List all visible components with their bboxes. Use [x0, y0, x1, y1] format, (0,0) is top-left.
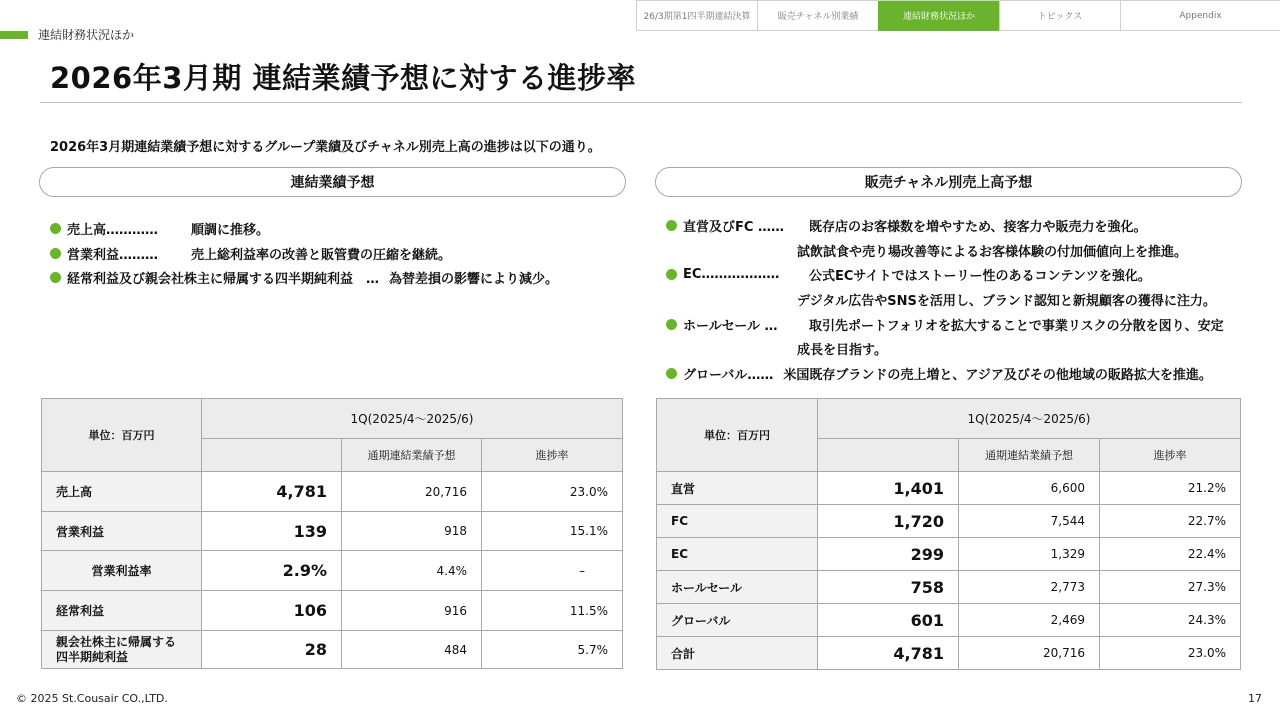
row-label: 営業利益 [42, 512, 202, 551]
bullet-key: 直営及びFC …… [683, 219, 784, 235]
table-row [657, 538, 1241, 571]
table-row [42, 512, 623, 551]
actual-value: 601 [818, 604, 959, 637]
actual-value: 4,781 [818, 637, 959, 670]
progress-value: 5.7% [482, 631, 623, 669]
bullet-key: EC……………… [683, 267, 780, 283]
list-item [666, 213, 1224, 238]
table-row [657, 505, 1241, 538]
tab-q1-results[interactable]: 26/3期第1四半期連結決算 [636, 1, 757, 31]
section-label: 連結財務状況ほか [38, 28, 135, 42]
bullet-desc: 為替差損の影響により減少。 [389, 272, 559, 288]
progress-value: 23.0% [482, 472, 623, 512]
forecast-value: 20,716 [342, 472, 482, 512]
forecast-value: 484 [342, 631, 482, 669]
bullet-desc: 取引先ポートフォリオを拡大することで事業リスクの分散を図り、安定 [809, 318, 1224, 334]
actual-value: 299 [818, 538, 959, 571]
bullet-key: 営業利益……… [67, 247, 159, 263]
actual-header [202, 439, 342, 472]
unit-label: 単位：百万円 [657, 399, 818, 472]
bullet-icon [666, 220, 677, 231]
progress-value: 22.7% [1100, 505, 1241, 538]
forecast-value: 916 [342, 591, 482, 631]
row-label: 直営 [657, 472, 818, 505]
progress-value: 22.4% [1100, 538, 1241, 571]
actual-value: 2.9% [202, 551, 342, 591]
progress-value: 11.5% [482, 591, 623, 631]
bullet-desc: 公式ECサイトではストーリー性のあるコンテンツを強化。 [809, 269, 1151, 285]
row-label: 経常利益 [42, 591, 202, 631]
table-row [42, 551, 623, 591]
lead-text: 2026年3月期連結業績予想に対するグループ業績及びチャネル別売上高の進捗は以下の通り。 [50, 140, 601, 155]
channel-forecast-heading: 販売チャネル別売上高予想 [655, 167, 1242, 197]
table-row [657, 571, 1241, 604]
progress-value: 23.0% [1100, 637, 1241, 670]
table-row [657, 637, 1241, 670]
forecast-value: 2,773 [959, 571, 1100, 604]
list-item [666, 287, 1224, 312]
table-row [42, 472, 623, 512]
forecast-header: 通期連結業績予想 [959, 439, 1100, 472]
bullet-desc: 売上総利益率の改善と販管費の圧縮を継続。 [191, 247, 452, 263]
page-title: 2026年3月期 連結業績予想に対する進捗率 [50, 61, 636, 95]
tab-channel-results[interactable]: 販売チャネル別業績 [757, 1, 878, 31]
table-row [42, 591, 623, 631]
bullet-desc: 米国既存ブランドの売上増と、アジア及びその他地域の販路拡大を推進。 [783, 367, 1212, 383]
bullet-desc: 成長を目指す。 [797, 343, 887, 359]
top-nav [636, 0, 1280, 30]
bullet-key: グローバル…… [683, 367, 774, 383]
tab-financial-status[interactable]: 連結財務状況ほか [878, 1, 999, 31]
progress-value: 15.1% [482, 512, 623, 551]
actual-value: 139 [202, 512, 342, 551]
tab-topics[interactable]: トピックス [999, 1, 1120, 31]
forecast-value: 7,544 [959, 505, 1100, 538]
copyright: © 2025 St.Cousair CO.,LTD. [16, 692, 168, 705]
bullet-key: ホールセール … [683, 318, 778, 334]
forecast-value: 20,716 [959, 637, 1100, 670]
bullet-desc: 既存店のお客様数を増やすため、接客力や販売力を強化。 [809, 219, 1147, 235]
actual-value: 4,781 [202, 472, 342, 512]
bullet-desc: 順調に推移。 [191, 222, 270, 238]
list-item [666, 361, 1224, 386]
progress-value: 27.3% [1100, 571, 1241, 604]
actual-header [818, 439, 959, 472]
unit-label: 単位：百万円 [42, 399, 202, 472]
row-label: グローバル [657, 604, 818, 637]
row-label: ホールセール [657, 571, 818, 604]
bullet-icon [666, 269, 677, 280]
row-label-line2: 四半期純利益 [56, 649, 129, 664]
period-header: 1Q(2025/4～2025/6) [818, 399, 1241, 439]
row-label: EC [657, 538, 818, 571]
forecast-value: 4.4% [342, 551, 482, 591]
actual-value: 1,720 [818, 505, 959, 538]
actual-value: 28 [202, 631, 342, 669]
actual-value: 106 [202, 591, 342, 631]
title-divider [40, 102, 1242, 103]
forecast-value: 918 [342, 512, 482, 551]
channel-bullets [666, 213, 1224, 386]
forecast-value: 6,600 [959, 472, 1100, 505]
bullet-key: 経常利益及び親会社株主に帰属する四半期純利益 … [67, 272, 380, 288]
row-label: FC [657, 505, 818, 538]
table-row [42, 631, 623, 669]
bullet-desc: デジタル広告やSNSを活用し、ブランド認知と新規顧客の獲得に注力。 [797, 293, 1216, 309]
list-item [666, 336, 1224, 361]
bullet-key: 売上高………… [67, 222, 159, 238]
row-label-line1: 親会社株主に帰属する [56, 634, 177, 649]
progress-header: 進捗率 [1100, 439, 1241, 472]
bullet-icon [50, 272, 61, 283]
list-item [666, 238, 1224, 263]
forecast-value: 2,469 [959, 604, 1100, 637]
actual-value: 1,401 [818, 472, 959, 505]
bullet-icon [666, 319, 677, 330]
row-label: 合計 [657, 637, 818, 670]
bullet-icon [50, 248, 61, 259]
channel-forecast-table [656, 398, 1241, 670]
list-item [50, 241, 558, 266]
list-item [50, 216, 558, 241]
section-marker [0, 31, 28, 39]
consolidated-forecast-table [41, 398, 623, 669]
consolidated-bullets [50, 216, 558, 290]
list-item [666, 312, 1224, 337]
forecast-value: 1,329 [959, 538, 1100, 571]
bullet-desc: 試飲試食や売り場改善等によるお客様体験の付加価値向上を推進。 [797, 244, 1188, 260]
forecast-header: 通期連結業績予想 [342, 439, 482, 472]
row-label: 営業利益率 [42, 551, 202, 591]
progress-value: – [482, 551, 623, 591]
progress-value: 24.3% [1100, 604, 1241, 637]
bullet-icon [666, 368, 677, 379]
table-row [657, 472, 1241, 505]
progress-header: 進捗率 [482, 439, 623, 472]
list-item [666, 262, 1224, 287]
tab-appendix[interactable]: Appendix [1120, 1, 1280, 31]
table-row [657, 604, 1241, 637]
actual-value: 758 [818, 571, 959, 604]
row-label: 売上高 [42, 472, 202, 512]
period-header: 1Q(2025/4～2025/6) [202, 399, 623, 439]
bullet-icon [50, 223, 61, 234]
list-item [50, 265, 558, 290]
progress-value: 21.2% [1100, 472, 1241, 505]
row-label [42, 631, 202, 669]
consolidated-forecast-heading: 連結業績予想 [39, 167, 626, 197]
page-number: 17 [1248, 692, 1262, 705]
